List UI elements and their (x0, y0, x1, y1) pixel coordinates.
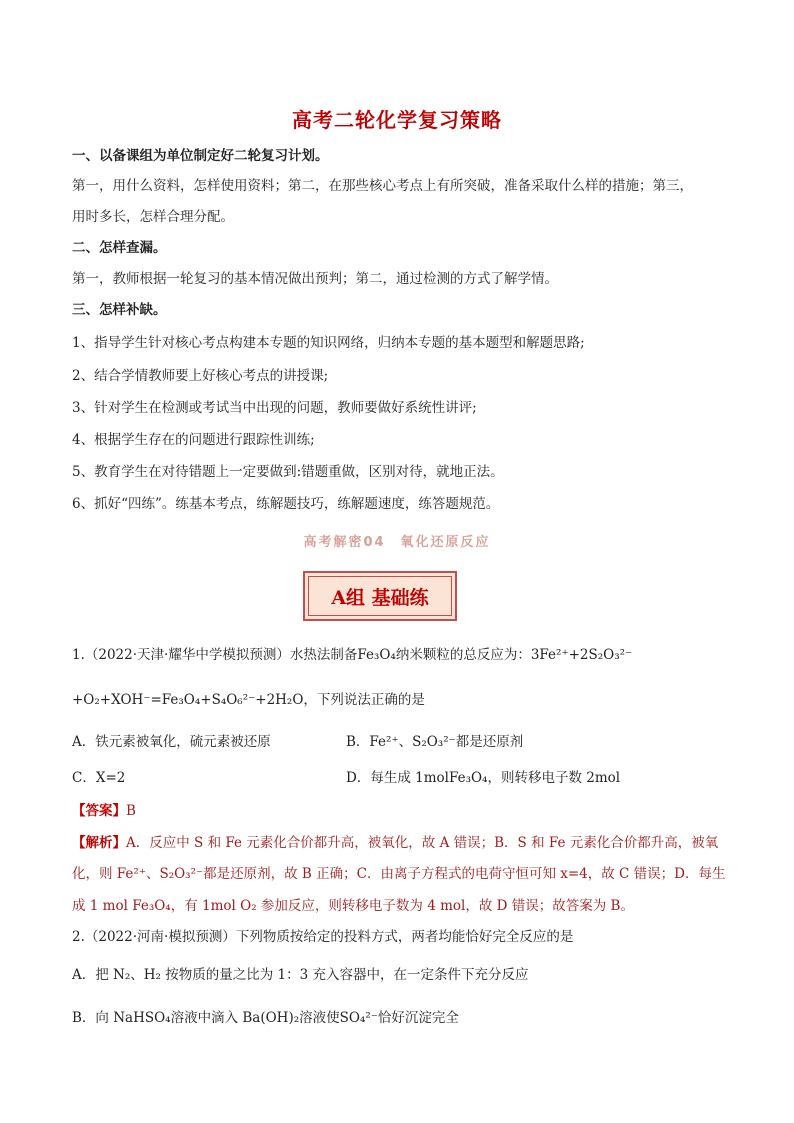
analysis-text-1: A．反应中 S 和 Fe 元素化合价都升高，被氧化，故 A 错误；B．S 和 Fe 元素化合价都升高，被氧 (126, 835, 719, 851)
section-subtitle: 高考解密04 氧化还原反应 (303, 535, 491, 550)
strategy-item-1: 1、指导学生针对核心考点构建本专题的知识网络，归纳本专题的基本题型和解题思路; (72, 335, 585, 351)
answer-value: B (126, 803, 136, 819)
answer-label: 【答案】 (72, 803, 126, 819)
q1-option-a: A．铁元素被氧化，硫元素被还原 (72, 734, 271, 750)
q1-option-b: B．Fe²⁺、S₂O₃²⁻都是还原剂 (346, 734, 524, 750)
strategy-heading-1: 一、以备课组为单位制定好二轮复习计划。 (72, 148, 329, 164)
strategy-paragraph-1b: 用时多长，怎样合理分配。 (72, 209, 234, 225)
strategy-paragraph-1a: 第一，用什么资料，怎样使用资料；第二，在那些核心考点上有所突破，准备采取什么样的措施；第三， (72, 178, 693, 194)
q2-stem-line-1: 2.（2022·河南·模拟预测）下列物质按给定的投料方式，两者均能恰好完全反应的是 (72, 929, 574, 945)
strategy-item-3: 3、针对学生在检测或考试当中出现的问题，教师要做好系统性讲评; (72, 400, 477, 416)
strategy-item-2: 2、结合学情教师要上好核心考点的讲授课; (72, 368, 329, 384)
group-label: A组 基础练 (308, 576, 452, 616)
q1-stem-line-1: 1.（2022·天津·耀华中学模拟预测）水热法制备Fe₃O₄纳米颗粒的总反应为：3Fe²⁺+2S₂O₃²⁻ (72, 647, 633, 663)
group-label-box (303, 571, 457, 621)
strategy-paragraph-2: 第一，教师根据一轮复习的基本情况做出预判；第二，通过检测的方式了解学情。 (72, 271, 558, 287)
page-title: 高考二轮化学复习策略 (292, 108, 502, 132)
q1-answer (72, 801, 136, 821)
strategy-heading-2: 二、怎样查漏。 (72, 240, 167, 256)
strategy-item-4: 4、根据学生存在的问题进行跟踪性训练; (72, 432, 315, 448)
q1-stem-line-2: +O₂+XOH⁻=Fe₃O₄+S₄O₆²⁻+2H₂O，下列说法正确的是 (72, 692, 425, 708)
strategy-heading-3: 三、怎样补缺。 (72, 302, 167, 318)
q1-analysis-line-1 (72, 833, 718, 853)
strategy-item-6: 6、抓好“四练”。练基本考点，练解题技巧，练解题速度，练答题规范。 (72, 496, 500, 512)
q1-option-d: D．每生成 1molFe₃O₄，则转移电子数 2mol (346, 770, 621, 786)
q1-option-c: C．X=2 (72, 770, 126, 786)
q2-option-a: A．把 N₂、H₂ 按物质的量之比为 1：3 充入容器中，在一定条件下充分反应 (72, 967, 529, 983)
q2-option-b: B．向 NaHSO₄溶液中滴入 Ba(OH)₂溶液使SO₄²⁻恰好沉淀完全 (72, 1010, 459, 1026)
q1-analysis-line-3: 成 1 mol Fe₃O₄，有 1mol O₂ 参加反应，则转移电子数为 4 mol，故 D 错误；故答案为 B。 (72, 898, 634, 914)
strategy-item-5: 5、教育学生在对待错题上一定要做到:错题重做，区别对待，就地正法。 (72, 464, 504, 480)
analysis-label: 【解析】 (72, 835, 126, 851)
q1-analysis-line-2: 化，则 Fe²⁺、S₂O₃²⁻都是还原剂，故 B 正确；C．由离子方程式的电荷守恒可知 x=4，故 C 错误；D．每生 (72, 866, 726, 882)
